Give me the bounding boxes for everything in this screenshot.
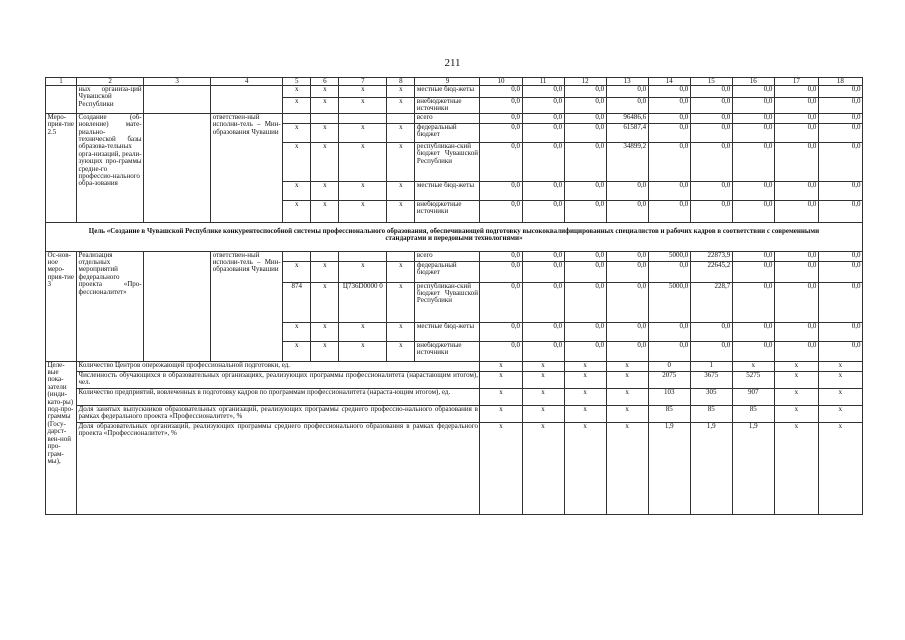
amount-cell: 0,0 <box>774 282 818 322</box>
indicator-value: х <box>774 361 818 371</box>
table-row <box>46 86 863 98</box>
amount-cell: 0,0 <box>690 322 732 341</box>
budget-code-cell: х <box>311 86 339 98</box>
amount-cell: 0,0 <box>732 181 774 200</box>
amount-cell: 0,0 <box>690 86 732 98</box>
amount-cell: 0,0 <box>774 341 818 361</box>
budget-code-cell: х <box>387 282 415 322</box>
amount-cell: 0,0 <box>818 86 862 98</box>
amount-cell: 0,0 <box>690 98 732 114</box>
amount-cell: 0,0 <box>818 282 862 322</box>
indicator-value: 2075 <box>648 371 690 388</box>
amount-cell: 22645,2 <box>690 261 732 282</box>
indicator-value: х <box>818 371 862 388</box>
amount-cell: 0,0 <box>606 322 648 341</box>
indicator-value: х <box>480 361 522 371</box>
indicator-value: х <box>480 371 522 388</box>
amount-cell: 0,0 <box>480 251 522 261</box>
column-header: 1 <box>46 78 77 86</box>
amount-cell: 0,0 <box>690 113 732 123</box>
amount-cell: 0,0 <box>606 251 648 261</box>
indicator-value: х <box>606 361 648 371</box>
indicator-value: 1,9 <box>648 422 690 514</box>
amount-cell: 0,0 <box>564 181 606 200</box>
budget-code-cell: Ц736D0000 0 <box>339 282 387 322</box>
amount-cell: 5000,0 <box>648 251 690 261</box>
column-header: 16 <box>732 78 774 86</box>
amount-cell: 0,0 <box>732 200 774 222</box>
indicator-value: 3675 <box>690 371 732 388</box>
budget-code-cell: х <box>311 282 339 322</box>
budget-code-cell: х <box>387 200 415 222</box>
budget-code-cell <box>283 251 311 261</box>
amount-cell: 0,0 <box>648 341 690 361</box>
column-header: 2 <box>77 78 144 86</box>
indicator-row <box>46 422 863 514</box>
responsible-executor: ответствен-ный исполни-тель – Мин-образования Чувашии <box>211 113 283 222</box>
funding-source: всего <box>415 251 480 261</box>
indicator-value: х <box>774 405 818 422</box>
indicator-value: х <box>522 361 564 371</box>
amount-cell: 0,0 <box>564 341 606 361</box>
amount-cell: 0,0 <box>522 251 564 261</box>
indicator-value: х <box>522 422 564 514</box>
indicator-row <box>46 388 863 405</box>
indicator-value: х <box>564 371 606 388</box>
amount-cell: 0,0 <box>732 142 774 181</box>
amount-cell: 0,0 <box>818 341 862 361</box>
amount-cell: 0,0 <box>564 123 606 142</box>
indicator-value: 103 <box>648 388 690 405</box>
indicator-value: х <box>818 422 862 514</box>
indicator-value: 305 <box>690 388 732 405</box>
column-header: 18 <box>818 78 862 86</box>
budget-code-cell: х <box>283 86 311 98</box>
budget-code-cell: х <box>387 98 415 114</box>
amount-cell: 0,0 <box>480 86 522 98</box>
indicator-value: х <box>564 405 606 422</box>
budget-code-cell: х <box>339 261 387 282</box>
funding-source: внебюджетные источники <box>415 98 480 114</box>
indicator-value: 0 <box>648 361 690 371</box>
indicator-name: Количество Центров опережающей профессиональной подготовки, ед. <box>77 361 480 371</box>
amount-cell: 0,0 <box>606 200 648 222</box>
budget-code-cell: х <box>339 200 387 222</box>
table-row <box>46 113 863 123</box>
amount-cell: 0,0 <box>648 181 690 200</box>
budget-code-cell <box>311 113 339 123</box>
column-header: 6 <box>311 78 339 86</box>
budget-code-cell: х <box>339 322 387 341</box>
indicator-value: х <box>774 388 818 405</box>
amount-cell: 0,0 <box>522 282 564 322</box>
column-header: 11 <box>522 78 564 86</box>
amount-cell: 61587,4 <box>606 123 648 142</box>
indicator-value: 907 <box>732 388 774 405</box>
amount-cell: 0,0 <box>564 322 606 341</box>
indicator-row <box>46 405 863 422</box>
amount-cell: 0,0 <box>774 322 818 341</box>
budget-code-cell: х <box>339 123 387 142</box>
amount-cell: 0,0 <box>522 261 564 282</box>
amount-cell: 0,0 <box>522 181 564 200</box>
budget-code-cell: х <box>311 142 339 181</box>
indicator-value: 1,9 <box>732 422 774 514</box>
indicator-value: х <box>480 405 522 422</box>
indicator-name: Доля образовательных организаций, реализующих программы среднего профессионального образования в рамках федерального проекта «Профессионалитет», % <box>77 422 480 514</box>
amount-cell: 96486,6 <box>606 113 648 123</box>
column-header: 17 <box>774 78 818 86</box>
event-name: Создание (об-новление) мате-риально-технической базы образова-тельных орга-низаций, реали-зующих про-граммы средне-го профессио-нального обра-зования <box>77 113 144 222</box>
indicator-value: х <box>522 405 564 422</box>
indicator-value: х <box>774 422 818 514</box>
budget-code-cell: х <box>387 86 415 98</box>
budget-code-cell: х <box>283 181 311 200</box>
amount-cell: 0,0 <box>648 142 690 181</box>
amount-cell: 0,0 <box>480 123 522 142</box>
amount-cell: 0,0 <box>606 261 648 282</box>
column-header: 5 <box>283 78 311 86</box>
amount-cell: 0,0 <box>648 322 690 341</box>
column-header: 15 <box>690 78 732 86</box>
funding-source: внебюджетные источники <box>415 341 480 361</box>
amount-cell: 0,0 <box>690 181 732 200</box>
amount-cell: 0,0 <box>818 123 862 142</box>
amount-cell: 0,0 <box>732 251 774 261</box>
responsible-executor <box>211 86 283 114</box>
amount-cell: 0,0 <box>732 341 774 361</box>
amount-cell: 0,0 <box>648 98 690 114</box>
amount-cell: 0,0 <box>774 113 818 123</box>
indicator-value: х <box>564 361 606 371</box>
amount-cell: 0,0 <box>690 341 732 361</box>
amount-cell: 0,0 <box>732 261 774 282</box>
budget-code-cell: х <box>387 261 415 282</box>
amount-cell: 0,0 <box>774 123 818 142</box>
funding-source: республикан-ский бюджет Чувашской Республики <box>415 282 480 322</box>
amount-cell: 0,0 <box>480 98 522 114</box>
goal-text: Цель «Создание в Чувашской Республике конкурентоспособной системы профессионального образования, обеспечивающей подготовку высококвалифицированных специалистов и рабочих кадров в соответствии с современными стандартами и передовыми технологиями» <box>46 222 863 251</box>
indicator-value: х <box>606 405 648 422</box>
indicator-name: Количество предприятий, вовлеченных в подготовку кадров по программам профессионалитета (нараста-ющим итогом), ед. <box>77 388 480 405</box>
budget-code-cell: х <box>283 123 311 142</box>
indicator-name: Доля занятых выпускников образовательных организаций, реализующих программы среднего профессио-нального образования в рамках федерального проекта «Профессионалитет», % <box>77 405 480 422</box>
indicator-value: х <box>732 361 774 371</box>
amount-cell: 0,0 <box>564 261 606 282</box>
amount-cell: 0,0 <box>648 200 690 222</box>
table-row <box>46 251 863 261</box>
funding-source: местные бюд-жеты <box>415 322 480 341</box>
budget-code-cell: х <box>387 142 415 181</box>
budget-code-cell: х <box>283 142 311 181</box>
amount-cell: 0,0 <box>606 341 648 361</box>
column-header: 4 <box>211 78 283 86</box>
funding-source: местные бюд-жеты <box>415 181 480 200</box>
budget-code-cell <box>339 251 387 261</box>
amount-cell: 0,0 <box>564 282 606 322</box>
indicator-value: х <box>522 388 564 405</box>
indicator-value: х <box>480 422 522 514</box>
indicator-value: 1 <box>690 361 732 371</box>
funding-source: всего <box>415 113 480 123</box>
event-name: Реализация отдельных мероприятий федерального проекта «Про-фессионалитет» <box>77 251 144 361</box>
funding-source: местные бюд-жеты <box>415 86 480 98</box>
amount-cell: 0,0 <box>690 200 732 222</box>
amount-cell: 0,0 <box>648 261 690 282</box>
goal-row <box>46 222 863 251</box>
header-row <box>46 78 863 86</box>
amount-cell: 0,0 <box>774 251 818 261</box>
budget-code-cell: х <box>339 98 387 114</box>
budget-code-cell: х <box>387 341 415 361</box>
funding-source: федеральный бюджет <box>415 123 480 142</box>
budget-code-cell: х <box>311 200 339 222</box>
indicator-value: х <box>818 405 862 422</box>
indicators-label: Целе-вые пока-затели (инди-като-ры) под-про-граммы (Госу-дарст-вен-ной про-грам-мы), <box>46 361 77 514</box>
amount-cell: 0,0 <box>480 261 522 282</box>
budget-code-cell: х <box>387 123 415 142</box>
amount-cell: 0,0 <box>732 123 774 142</box>
budget-code-cell: х <box>311 123 339 142</box>
event-participants <box>144 113 211 222</box>
amount-cell: 0,0 <box>606 282 648 322</box>
amount-cell: 0,0 <box>564 113 606 123</box>
amount-cell: 0,0 <box>522 142 564 181</box>
amount-cell: 5000,0 <box>648 282 690 322</box>
budget-code-cell: х <box>283 341 311 361</box>
budget-code-cell <box>387 251 415 261</box>
indicator-value: х <box>480 388 522 405</box>
budget-code-cell: х <box>311 98 339 114</box>
amount-cell: 0,0 <box>648 123 690 142</box>
indicator-value: х <box>606 388 648 405</box>
amount-cell: 0,0 <box>732 86 774 98</box>
amount-cell: 0,0 <box>522 341 564 361</box>
amount-cell: 0,0 <box>480 181 522 200</box>
column-header: 9 <box>415 78 480 86</box>
budget-code-cell: х <box>283 98 311 114</box>
amount-cell: 0,0 <box>774 86 818 98</box>
amount-cell: 0,0 <box>690 142 732 181</box>
funding-source: республикан-ский бюджет Чувашской Республики <box>415 142 480 181</box>
indicator-value: х <box>564 388 606 405</box>
column-header: 3 <box>144 78 211 86</box>
amount-cell: 0,0 <box>732 322 774 341</box>
amount-cell: 0,0 <box>732 282 774 322</box>
amount-cell: 0,0 <box>606 98 648 114</box>
amount-cell: 0,0 <box>606 181 648 200</box>
amount-cell: 0,0 <box>480 322 522 341</box>
amount-cell: 0,0 <box>564 142 606 181</box>
budget-code-cell: х <box>283 261 311 282</box>
budget-code-cell: х <box>339 86 387 98</box>
budget-table <box>45 77 863 515</box>
budget-code-cell: х <box>339 142 387 181</box>
amount-cell: 0,0 <box>818 322 862 341</box>
indicator-value: х <box>774 371 818 388</box>
amount-cell: 0,0 <box>774 142 818 181</box>
budget-code-cell: х <box>387 181 415 200</box>
amount-cell: 0,0 <box>564 86 606 98</box>
amount-cell: 0,0 <box>564 251 606 261</box>
amount-cell: 0,0 <box>774 98 818 114</box>
amount-cell: 0,0 <box>818 98 862 114</box>
budget-code-cell: х <box>311 261 339 282</box>
indicator-value: 5275 <box>732 371 774 388</box>
event-participants <box>144 86 211 114</box>
amount-cell: 0,0 <box>818 181 862 200</box>
amount-cell: 0,0 <box>818 113 862 123</box>
amount-cell: 0,0 <box>732 113 774 123</box>
amount-cell: 0,0 <box>732 98 774 114</box>
indicator-value: х <box>606 371 648 388</box>
budget-code-cell: х <box>311 341 339 361</box>
amount-cell: 0,0 <box>818 142 862 181</box>
column-header: 10 <box>480 78 522 86</box>
column-header: 14 <box>648 78 690 86</box>
amount-cell: 0,0 <box>564 98 606 114</box>
event-code: Ос-нов-ное меро-прия-тие 3 <box>46 251 77 361</box>
amount-cell: 0,0 <box>480 113 522 123</box>
column-header: 12 <box>564 78 606 86</box>
indicator-row <box>46 361 863 371</box>
amount-cell: 0,0 <box>818 261 862 282</box>
responsible-executor: ответствен-ный исполни-тель – Мин-образования Чувашии <box>211 251 283 361</box>
amount-cell: 0,0 <box>564 200 606 222</box>
amount-cell: 0,0 <box>480 341 522 361</box>
event-participants <box>144 251 211 361</box>
budget-code-cell: х <box>339 181 387 200</box>
budget-code-cell <box>387 113 415 123</box>
budget-code-cell: х <box>283 200 311 222</box>
amount-cell: 34899,2 <box>606 142 648 181</box>
budget-code-cell: х <box>339 341 387 361</box>
amount-cell: 228,7 <box>690 282 732 322</box>
amount-cell: 0,0 <box>606 86 648 98</box>
amount-cell: 22873,9 <box>690 251 732 261</box>
amount-cell: 0,0 <box>522 322 564 341</box>
event-code <box>46 86 77 114</box>
amount-cell: 0,0 <box>522 113 564 123</box>
column-header: 8 <box>387 78 415 86</box>
indicator-value: х <box>522 371 564 388</box>
funding-source: внебюджетные источники <box>415 200 480 222</box>
amount-cell: 0,0 <box>522 86 564 98</box>
amount-cell: 0,0 <box>818 251 862 261</box>
indicator-value: 85 <box>648 405 690 422</box>
amount-cell: 0,0 <box>690 123 732 142</box>
indicator-value: 85 <box>732 405 774 422</box>
budget-code-cell: х <box>283 322 311 341</box>
indicator-value: 85 <box>690 405 732 422</box>
amount-cell: 0,0 <box>774 200 818 222</box>
indicator-value: х <box>606 422 648 514</box>
budget-code-cell: 874 <box>283 282 311 322</box>
budget-code-cell: х <box>311 181 339 200</box>
amount-cell: 0,0 <box>522 123 564 142</box>
budget-code-cell <box>283 113 311 123</box>
indicator-value: 1,9 <box>690 422 732 514</box>
indicator-row <box>46 371 863 388</box>
amount-cell: 0,0 <box>480 142 522 181</box>
amount-cell: 0,0 <box>774 261 818 282</box>
budget-code-cell: х <box>387 322 415 341</box>
indicator-name: Численность обучающихся в образовательных организациях, реализующих программы профессионалитета (нарастающим итогом), чел. <box>77 371 480 388</box>
amount-cell: 0,0 <box>522 98 564 114</box>
amount-cell: 0,0 <box>480 200 522 222</box>
budget-code-cell: х <box>311 322 339 341</box>
page-number: 211 <box>444 57 461 69</box>
event-code: Меро-прия-тие 2.5 <box>46 113 77 222</box>
funding-source: федеральный бюджет <box>415 261 480 282</box>
amount-cell: 0,0 <box>648 113 690 123</box>
amount-cell: 0,0 <box>480 282 522 322</box>
amount-cell: 0,0 <box>648 86 690 98</box>
amount-cell: 0,0 <box>522 200 564 222</box>
indicator-value: х <box>818 388 862 405</box>
indicator-value: х <box>564 422 606 514</box>
amount-cell: 0,0 <box>818 200 862 222</box>
amount-cell: 0,0 <box>774 181 818 200</box>
budget-code-cell <box>339 113 387 123</box>
event-name: ных организа-ций Чувашской Республики <box>77 86 144 114</box>
column-header: 7 <box>339 78 387 86</box>
budget-code-cell <box>311 251 339 261</box>
column-header: 13 <box>606 78 648 86</box>
indicator-value: х <box>818 361 862 371</box>
